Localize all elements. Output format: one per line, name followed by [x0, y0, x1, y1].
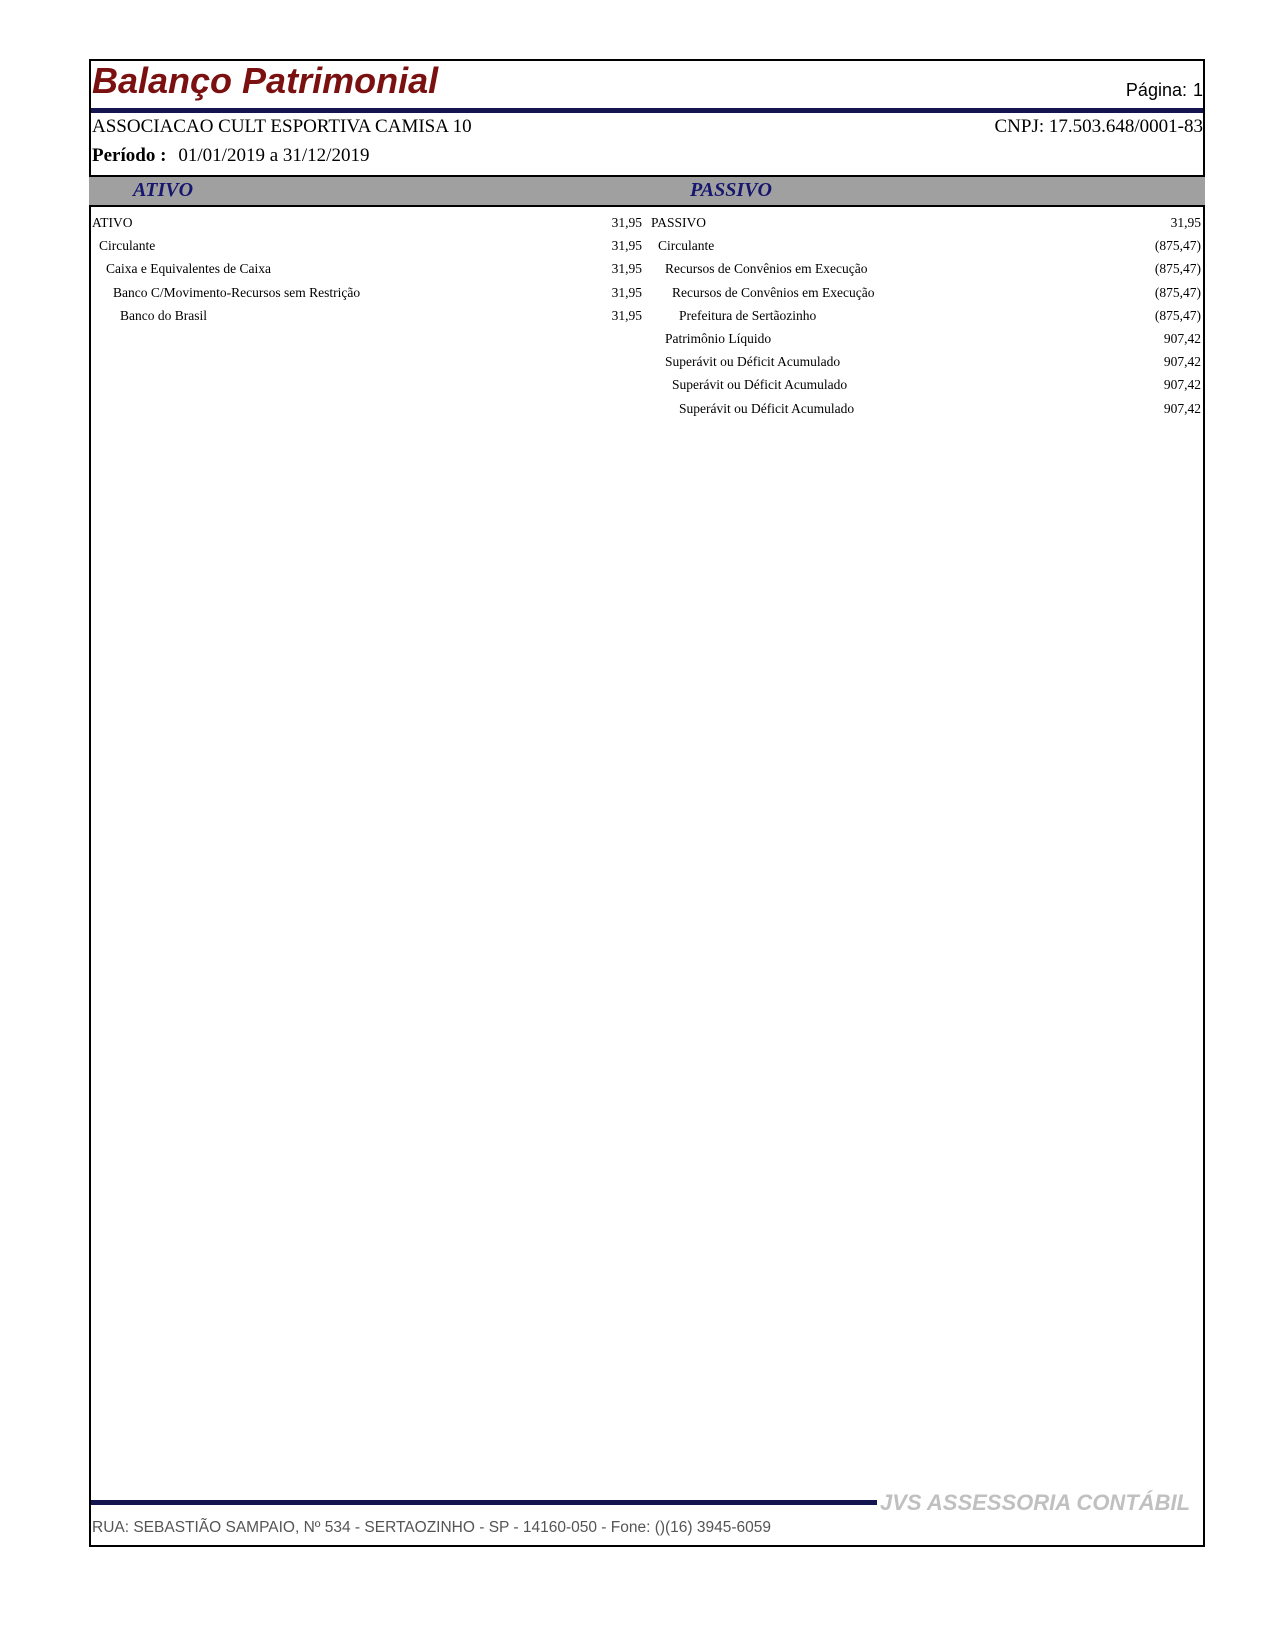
- account-value: (875,47): [1154, 307, 1201, 323]
- account-value: 907,42: [1163, 330, 1201, 346]
- period-value: 01/01/2019 a 31/12/2019: [178, 145, 370, 166]
- ativo-row: [92, 304, 642, 327]
- account-value: (875,47): [1154, 261, 1201, 277]
- account-value: (875,47): [1154, 284, 1201, 300]
- account-label: Recursos de Convênios em Execução: [665, 261, 868, 277]
- account-label: PASSIVO: [651, 215, 707, 230]
- footer-brand: JVS ASSESSORIA CONTÁBIL: [880, 1490, 1191, 1515]
- account-value: 31,95: [611, 238, 642, 254]
- account-value: 907,42: [1163, 400, 1201, 416]
- account-label: Prefeitura de Sertãozinho: [679, 307, 817, 323]
- section-header-bar: [89, 175, 1205, 207]
- account-label: Circulante: [99, 238, 156, 254]
- footer-rule: [91, 1500, 877, 1505]
- passivo-row: [651, 234, 1201, 257]
- page-number: 1: [1192, 80, 1203, 100]
- account-value: 31,95: [1170, 215, 1201, 230]
- account-label: Superávit ou Déficit Acumulado: [665, 354, 841, 370]
- account-label: Caixa e Equivalentes de Caixa: [106, 261, 271, 277]
- page-label: Página:: [1125, 80, 1187, 100]
- period-label: Período :: [92, 145, 167, 166]
- passivo-list: [651, 211, 1201, 420]
- passivo-section-title: PASSIVO: [690, 179, 772, 201]
- account-value: 31,95: [611, 307, 642, 323]
- report-title: Balanço Patrimonial: [92, 60, 439, 101]
- account-value: 31,95: [611, 284, 642, 300]
- passivo-row: [651, 327, 1201, 350]
- period: [92, 145, 369, 167]
- passivo-row: [651, 211, 1201, 234]
- ativo-row: [92, 234, 642, 257]
- account-label: Circulante: [658, 238, 715, 254]
- cnpj: CNPJ: 17.503.648/0001-83: [994, 116, 1203, 137]
- account-label: Recursos de Convênios em Execução: [672, 284, 875, 300]
- ativo-row: [92, 257, 642, 280]
- passivo-row: [651, 304, 1201, 327]
- account-value: 907,42: [1163, 377, 1201, 393]
- account-value: 907,42: [1163, 354, 1201, 370]
- passivo-row: [651, 350, 1201, 373]
- ativo-row: [92, 281, 642, 304]
- account-label: Superávit ou Déficit Acumulado: [679, 400, 855, 416]
- ativo-section-title: ATIVO: [133, 179, 194, 201]
- page-indicator: [1120, 80, 1203, 101]
- account-value: (875,47): [1154, 238, 1201, 254]
- account-label: Banco C/Movimento-Recursos sem Restrição: [113, 284, 361, 300]
- account-label: Banco do Brasil: [120, 307, 207, 323]
- account-value: 31,95: [611, 261, 642, 277]
- account-label: Patrimônio Líquido: [665, 330, 772, 346]
- ativo-row: [92, 211, 642, 234]
- footer-address: RUA: SEBASTIÃO SAMPAIO, Nº 534 - SERTAOZINHO - SP - 14160-050 - Fone: ()(16) 3945-6059: [92, 1519, 772, 1536]
- passivo-row: [651, 373, 1201, 396]
- account-label: Superávit ou Déficit Acumulado: [672, 377, 848, 393]
- passivo-row: [651, 397, 1201, 420]
- account-label: ATIVO: [92, 215, 133, 230]
- company-name: ASSOCIACAO CULT ESPORTIVA CAMISA 10: [92, 116, 472, 137]
- account-value: 31,95: [611, 215, 642, 230]
- ativo-list: [92, 211, 642, 327]
- passivo-row: [651, 281, 1201, 304]
- title-rule: [91, 108, 1203, 113]
- passivo-row: [651, 257, 1201, 280]
